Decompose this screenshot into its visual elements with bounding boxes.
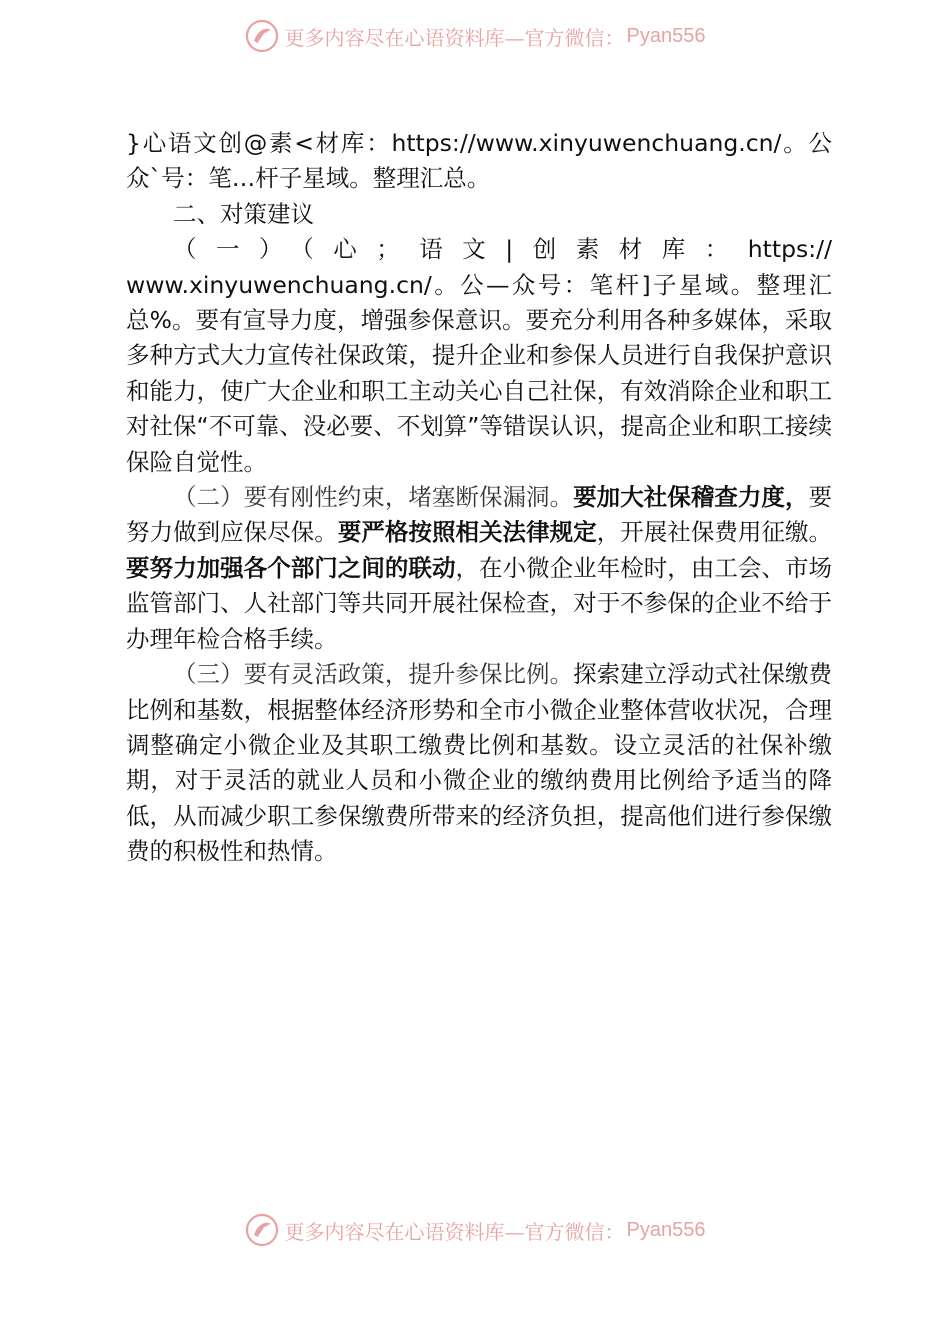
paragraph-2-text-3: ，在小微企业年检时，由工会、市场监管部门、人社部门等共同开展社保检查，对于不参保的企业不给于办理年检合格手续。 bbox=[126, 553, 833, 653]
watermark-text: 更多内容尽在心语资料库—官方微信： bbox=[284, 1219, 625, 1244]
watermark-text: 更多内容尽在心语资料库—官方微信： bbox=[284, 25, 625, 50]
paragraph-2-bold-1: 要加大社保稽查力度， bbox=[573, 483, 809, 512]
watermark-id: Pyan556 bbox=[626, 24, 706, 47]
watermark-footer bbox=[0, 1210, 950, 1250]
paragraph-2-text-2: ，开展社保费用征缴。 bbox=[596, 518, 833, 547]
paragraph-2-bold-3: 要努力加强各个部门之间的联动 bbox=[126, 553, 456, 582]
document-body bbox=[126, 126, 832, 870]
paragraph-2 bbox=[126, 480, 832, 657]
paragraph-2-bold-2: 要严格按照相关法律规定 bbox=[337, 518, 597, 547]
paragraph-2-text-1: 要努力做到应保尽保。 bbox=[126, 483, 833, 547]
paragraph-2-lead: （二）要有刚性约束，堵塞断保漏洞。 bbox=[173, 483, 574, 512]
paragraph-source: }心语文创@素<材库：https://www.xinyuwenchuang.cn/。公众`号：笔…杆子星域。整理汇总。 bbox=[126, 129, 832, 193]
paragraph-1-first-line: （一）（心；语文|创素材库：https:// bbox=[173, 235, 832, 264]
paragraph-1-body: www.xinyuwenchuang.cn/。公—众号：笔杆]子星域。整理汇总%。要有宣导力度，增强参保意识。要充分利用各种多媒体，采取多种方式大力宣传社保政策，提升企业和参保人员进行自我保护意识和能力，使广大企业和职工主动关心自己社保，有效消除企业和职工对社保“不可靠、没必要、不划算”等错误认识，提高企业和职工接续保险自觉性。 bbox=[126, 270, 832, 476]
paragraph-3 bbox=[126, 657, 832, 869]
brand-logo-icon bbox=[245, 1213, 279, 1247]
section-heading: 二、对策建议 bbox=[173, 199, 314, 228]
paragraph-3-text: 探索建立浮动式社保缴费比例和基数，根据整体经济形势和全市小微企业整体营收状况，合理调整确定小微企业及其职工缴费比例和基数。设立灵活的社保补缴期，对于灵活的就业人员和小微企业的缴纳费用比例给予适当的降低，从而减少职工参保缴费所带来的经济负担，提高他们进行参保缴费的积极性和热情。 bbox=[126, 660, 833, 866]
watermark-id: Pyan556 bbox=[626, 1218, 706, 1241]
watermark-header bbox=[0, 16, 950, 56]
paragraph-3-lead: （三）要有灵活政策，提升参保比例。 bbox=[173, 660, 574, 689]
brand-logo-icon bbox=[245, 19, 279, 53]
